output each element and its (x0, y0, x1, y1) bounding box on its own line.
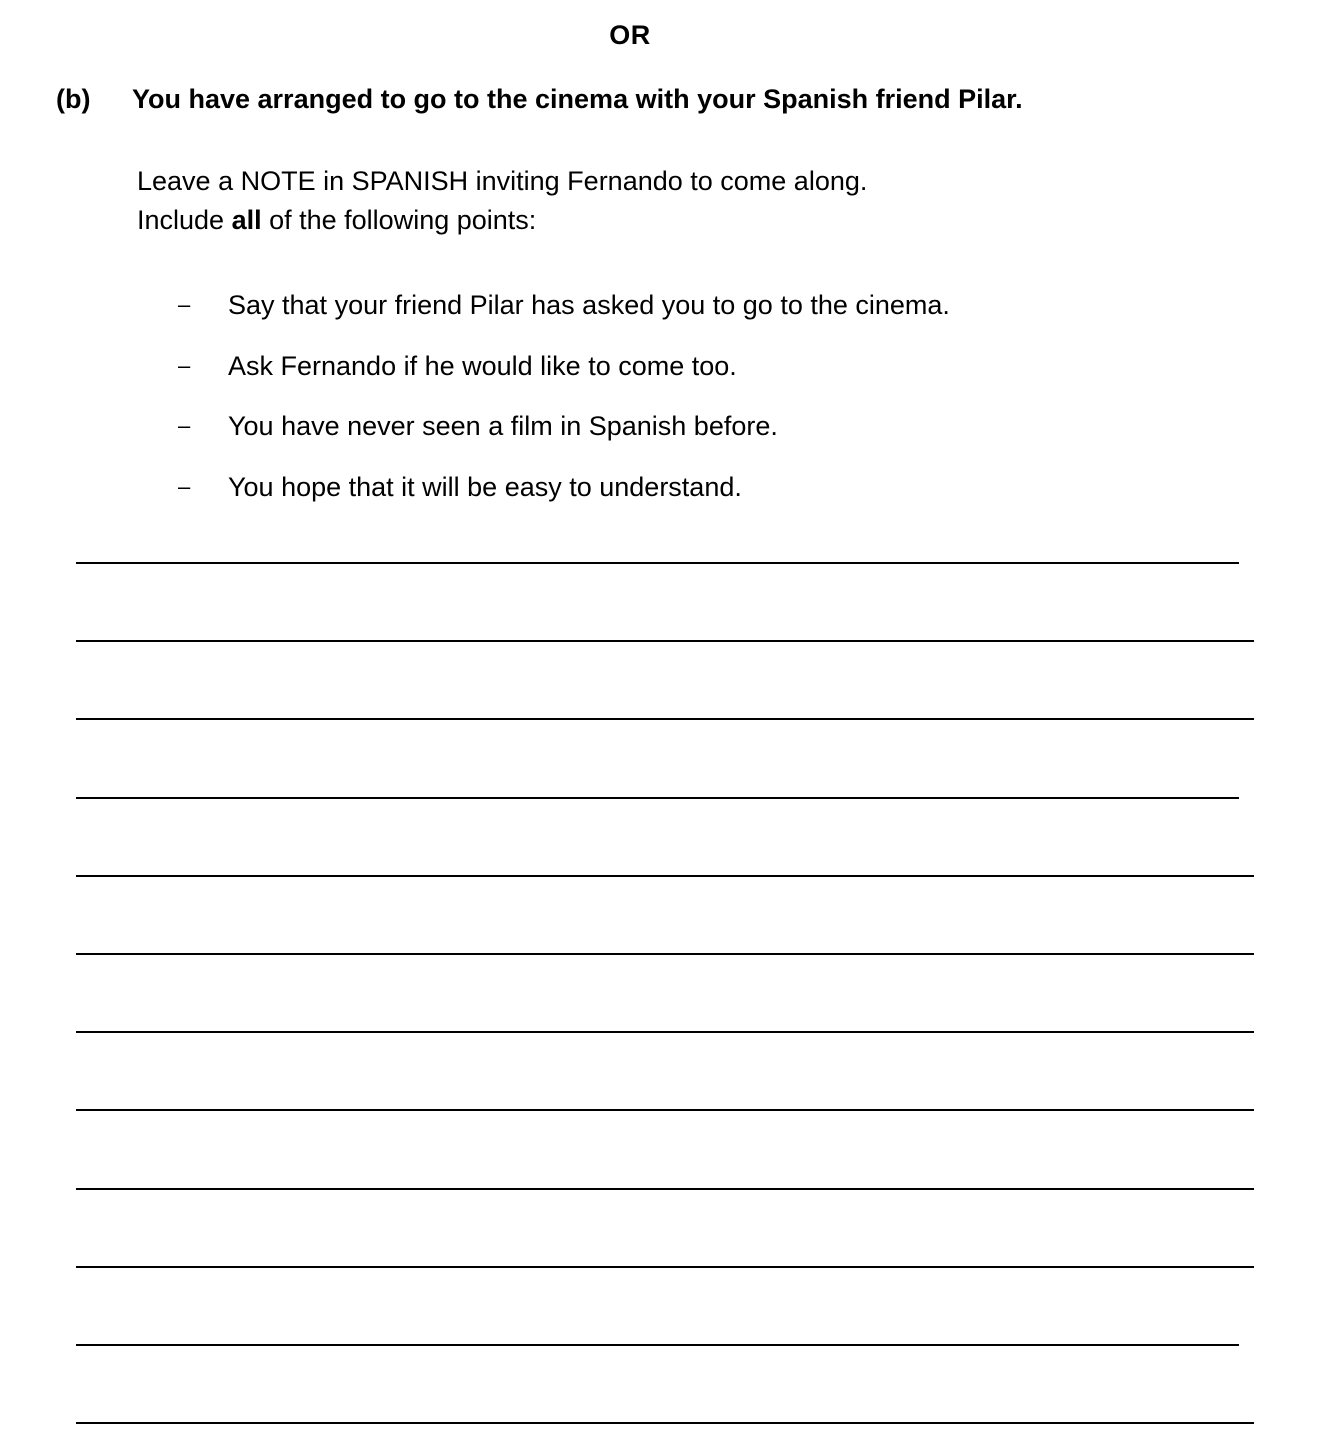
point-text: You hope that it will be easy to understand. (228, 471, 742, 502)
answer-line[interactable] (76, 953, 1254, 955)
or-heading: OR (609, 20, 651, 50)
dash-bullet: – (178, 352, 191, 378)
point-text: Say that your friend Pilar has asked you to go to the cinema. (228, 290, 950, 320)
question-label: (b) (56, 84, 91, 114)
answer-line[interactable] (76, 562, 1239, 564)
point-text: You have never seen a film in Spanish before. (228, 411, 778, 441)
list-item (178, 406, 950, 467)
answer-line[interactable] (76, 1422, 1254, 1424)
point-text: Ask Fernando if he would like to come too. (228, 350, 737, 381)
answer-line[interactable] (76, 1344, 1239, 1346)
answer-line[interactable] (76, 797, 1239, 799)
instructions (137, 162, 867, 240)
answer-line[interactable] (76, 1188, 1254, 1190)
answer-line[interactable] (76, 718, 1254, 720)
answer-line[interactable] (76, 875, 1254, 877)
bullet-points-list (178, 285, 950, 527)
answer-line[interactable] (76, 1266, 1254, 1268)
list-item (178, 285, 950, 346)
dash-bullet: – (178, 473, 191, 499)
instruction-line-2-start: Include (137, 205, 232, 235)
instruction-line-2-end: of the following points: (261, 205, 537, 235)
list-item (178, 467, 950, 528)
answer-line[interactable] (76, 640, 1254, 642)
instruction-line-2 (137, 201, 867, 240)
answer-line[interactable] (76, 1109, 1254, 1111)
instruction-emphasis: all (231, 205, 262, 235)
question-prompt: You have arranged to go to the cinema with your Spanish friend Pilar. (132, 84, 1023, 114)
dash-bullet: – (178, 292, 191, 317)
list-item (178, 346, 950, 407)
instruction-line-1: Leave a NOTE in SPANISH inviting Fernando to come along. (137, 166, 868, 196)
answer-line[interactable] (76, 1031, 1254, 1033)
dash-bullet: – (178, 413, 191, 438)
